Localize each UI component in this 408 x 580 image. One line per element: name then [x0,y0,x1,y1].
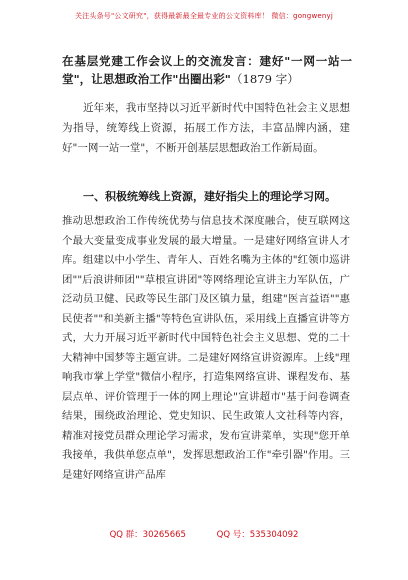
section-heading: 一、积极统筹线上资源，建好指尖上的理论学习网。 [83,190,336,203]
intro-paragraph: 近年来，我市坚持以习近平新时代中国特色社会主义思想为指导，统筹线上资源，拓展工作方法，丰富品牌内涵，建好"一网一站一堂"，不断开创基层思想政治工作新局面。 [62,102,350,154]
qq-number: QQ 号：535304092 [216,530,299,540]
header-banner [0,0,408,34]
word-count: （1879 字） [230,72,299,86]
body-paragraph: 推动思想政治工作传统优势与信息技术深度融合，使互联网这个最大变量变成事业发展的最大增量。一是建好网络宣讲人才库。组建以中小学生、青年人、百姓名嘴为主体的"红领巾巡讲团""后浪讲师团""草根宣讲团"等网络理论宣讲主力军队伍，广泛动员卫健、民政等民生部门及区镇力量，组建"医言益语""惠民使者""和美新主播"等特色宣讲队伍，采用线上直播宣讲等方式，大力开展习近平新时代中国特色社会主义思想、党的二十大精神中国梦等主题宣讲。二是建好网络宣讲资源库。上线"理响我市掌上学堂"微信小程序，打造集网络宣讲、课程发布、基层点单、评价管理于一体的网上理论"宣讲超市"基于问卷调查结果，围绕政治理论、党史知识、民生政策人文社科等内容，精准对接党员群众理论学习需求，发布宣讲菜单，实现"您开单我接单，我供单您点单"，发挥思想政治工作"牵引器"作用。三是建好网络宣讲产品库 [62,215,350,481]
title-text: 在基层党建工作会议上的交流发言：建好"一网一站一堂"，让思想政治工作"出圈出彩" [62,54,352,86]
document-title [62,52,352,88]
qq-group: QQ 群：30265665 [109,530,186,540]
promo-text: 关注头条号"公文研究"，获得最新最全最专业的公文资料库！ 微信：gongwenyj [74,12,334,20]
footer-banner [0,528,408,550]
